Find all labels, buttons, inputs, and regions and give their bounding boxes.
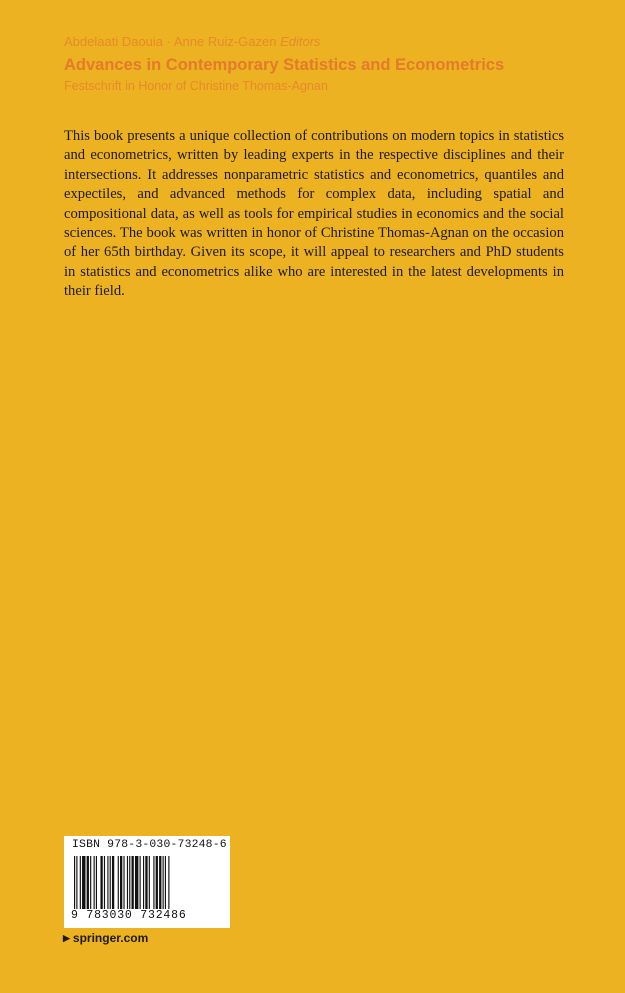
barcode-box xyxy=(64,836,230,928)
editors-line xyxy=(64,33,584,51)
publisher-website[interactable]: springer.com xyxy=(72,931,149,945)
book-subtitle: Festschrift in Honor of Christine Thomas-Agnan xyxy=(64,79,328,93)
barcode-digits: 9 783030 732486 xyxy=(71,909,187,922)
isbn-label: ISBN 978-3-030-73248-6 xyxy=(72,839,227,851)
barcode-icon xyxy=(74,856,220,912)
book-title: Advances in Contemporary Statistics and Econometrics xyxy=(64,56,505,74)
publisher-link[interactable] xyxy=(63,931,148,945)
authors: Abdelaati Daouia · Anne Ruiz-Gazen xyxy=(64,34,277,49)
book-description: This book presents a unique collection of contributions on modern topics in statistics and econometrics, written by leading experts in the respective disciplines and their intersections. It addresses nonparametric statistics and econometrics, quantiles and expectiles, and advanced methods for complex data, including spatial and compositional data, as well as tools for empirical studies in economics and the social sciences. The book was written in honor of Christine Thomas-Agnan on the occasion of her 65th birthday. Given its scope, it will appeal to researchers and PhD students in statistics and econometrics alike who are interested in the latest developments in their field. xyxy=(64,128,564,300)
editors-role: Editors xyxy=(280,34,321,49)
book-header xyxy=(64,33,584,95)
triangle-right-icon: ▶ xyxy=(63,933,70,943)
